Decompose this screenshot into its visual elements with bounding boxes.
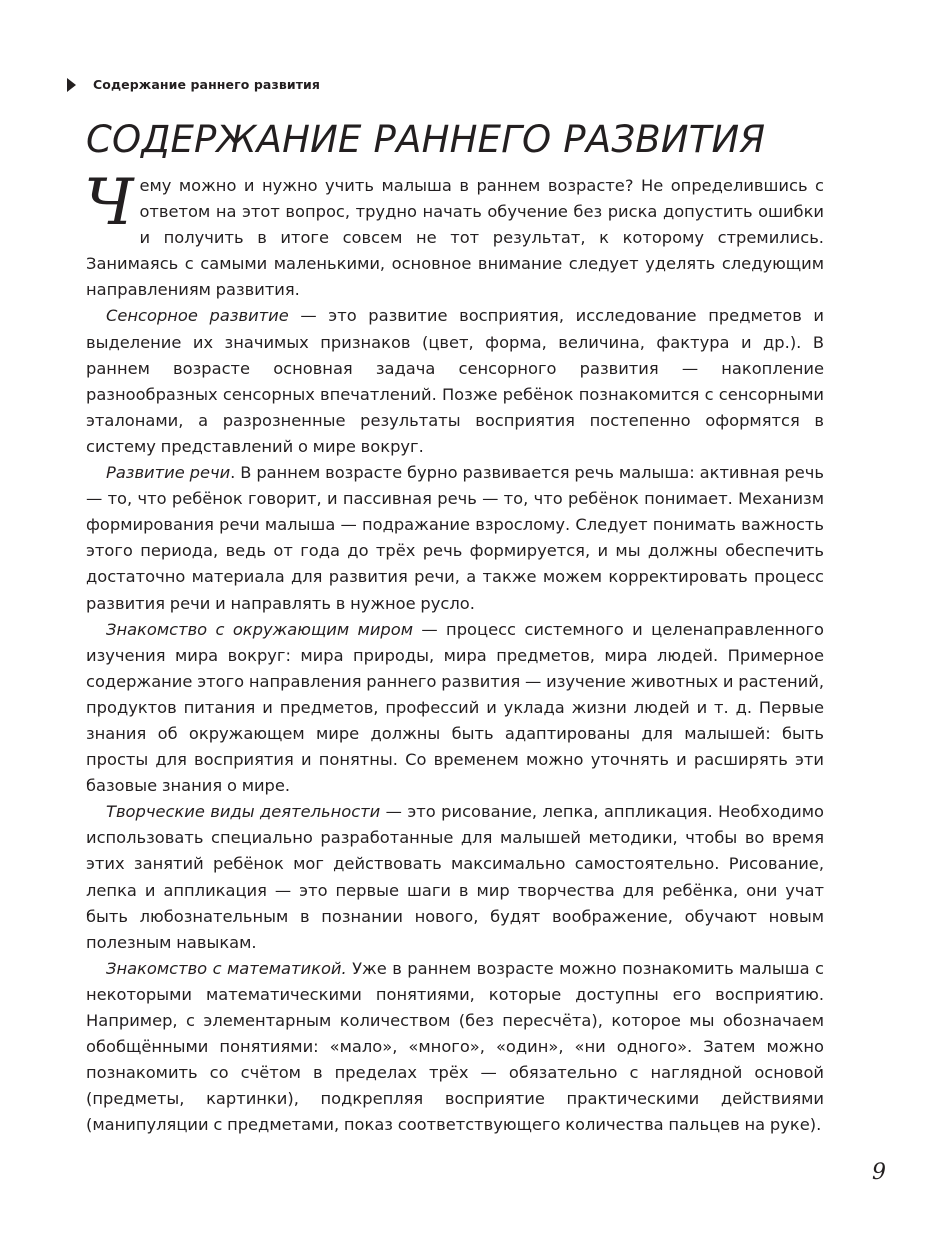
page-title: СОДЕРЖАНИЕ РАННЕГО РАЗВИТИЯ [86, 118, 766, 161]
paragraph-text: — процесс системного и целенаправленного изучения мира вокруг: мира природы, мира предметов, мира людей. Примерное содержание этого направления раннего развития — изучение животных и растений, продуктов питания и предметов, профессий и уклада жизни людей и т. д. Первые знания об окружающем мире должны быть адаптированы для малышей: быть просты для восприятия и понятны. Со временем можно уточнять и расширять эти базовые знания о мире. [86, 619, 824, 796]
page-number: 9 [872, 1160, 886, 1185]
intro-text: ему можно и нужно учить малыша в раннем возрасте? Не определившись с ответом на этот вопрос, трудно начать обучение без риска допустить ошибки и получить в итоге совсем не тот результат, к которому стремились. Занимаясь с самыми маленькими, основное внимание следует уделять следующим направлениям развития. [86, 176, 824, 300]
paragraph-lead: Знакомство с окружающим миром [106, 619, 413, 639]
paragraph-lead: Сенсорное развитие [106, 306, 289, 326]
paragraph-text: — это развитие восприятия, исследование предметов и выделение их значимых признаков (цвет, форма, величина, фактура и др.). В раннем возрасте основная задача сенсорного развития — накопление разнообразных сенсорных впечатлений. Позже ребёнок познакомится с сенсорными эталонами, а разрозненные результаты восприятия постепенно оформятся в систему представлений о мире вокруг. [86, 306, 824, 456]
drop-cap: Ч [84, 166, 134, 240]
paragraph-sensory [86, 303, 824, 460]
paragraph-text: — это рисование, лепка, аппликация. Необходимо использовать специально разработанные для малышей методики, чтобы во время этих занятий ребёнок мог действовать максимально самостоятельно. Рисование, лепка и аппликация — это первые шаги в мир творчества для ребёнка, они учат быть любознательным в познании нового, будят воображение, обучают новым полезным навыкам. [86, 802, 825, 952]
running-head [67, 77, 320, 92]
running-head-text: Содержание раннего развития [93, 77, 321, 92]
paragraph-speech [86, 460, 824, 617]
paragraph-math [86, 956, 824, 1139]
paragraph-text: . В раннем возрасте бурно развивается речь малыша: активная речь — то, что ребёнок говорит, и пассивная речь — то, что ребёнок понимает. Механизм формирования речи малыша — подражание взрослому. Следует понимать важность этого периода, ведь от года до трёх речь формируется, и мы должны обеспечить достаточно материала для развития речи, а также можем корректировать процесс развития речи и направлять в нужное русло. [86, 463, 824, 613]
triangle-marker-icon [67, 78, 76, 92]
intro-paragraph [84, 166, 824, 303]
paragraph-creative [86, 799, 824, 956]
paragraph-world [86, 617, 824, 800]
paragraph-lead: Знакомство с математикой. [106, 958, 347, 978]
paragraph-lead: Творческие виды деятельности [106, 802, 381, 822]
paragraph-text: Уже в раннем возрасте можно познакомить малыша с некоторыми математическими понятиями, которые доступны его восприятию. Например, с элементарным количеством (без пересчёта), которое мы обозначаем обобщёнными понятиями: «мало», «много», «один», «ни одного». Затем можно познакомить со счётом в пределах трёх — обязательно с наглядной основой (предметы, картинки), подкрепляя восприятие практическими действиями (манипуляции с предметами, показ соответствующего количества пальцев на руке). [86, 958, 824, 1135]
body-text [84, 166, 825, 1138]
paragraph-lead: Развитие речи [106, 463, 231, 483]
